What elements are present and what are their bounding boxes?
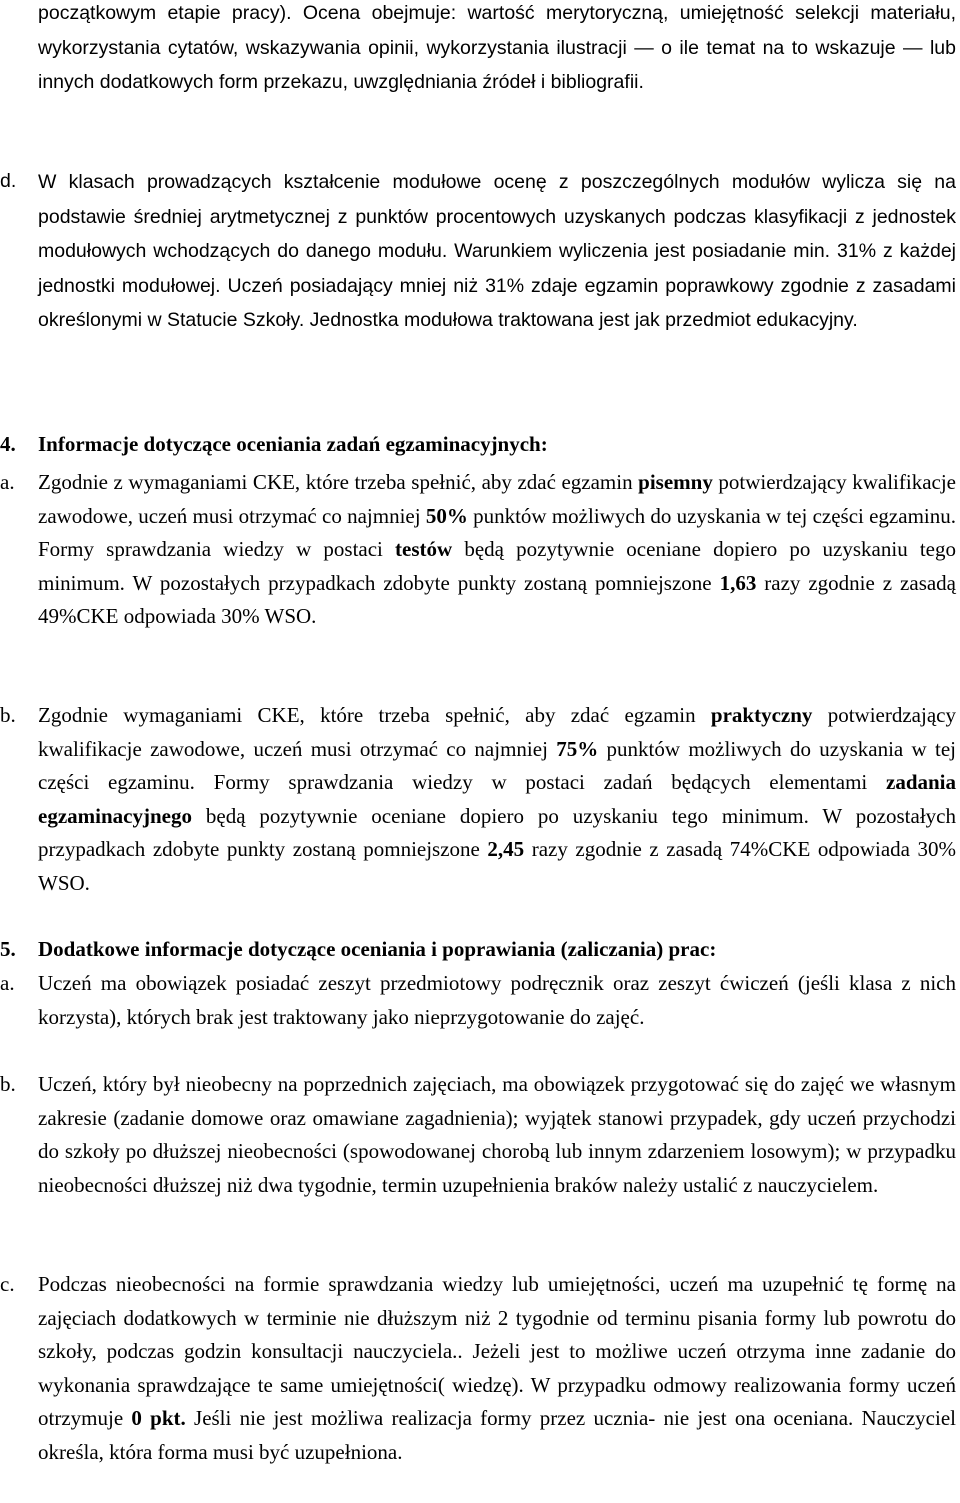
text: potwierdzający kwalifikacje zawodowe, uczeń musi otrzymać co najmniej <box>38 470 956 528</box>
bold-text: zadania egzaminacyjnego <box>38 770 957 828</box>
section-5-item-b <box>0 1068 956 1202</box>
section-5-number: 5. <box>0 937 16 961</box>
item-d <box>0 165 956 338</box>
section-4-heading <box>0 428 956 462</box>
bold-text: 0 pkt. <box>131 1406 186 1431</box>
section-5-a-label: a. <box>0 971 15 995</box>
text: Uczeń, który był nieobecny na poprzednich zajęciach, ma obowiązek przygotować się do zajęć we własnym zakresie (zadanie domowe oraz omawiane zagadnienia); wyjątek stanowi przypadek, gdy uczeń przychodzi do szkoły po dłuższej nieobecności (spowodowanej chorobą lub innym zdarzeniem losowym); w przypadku nieobecności dłuższej niż dwa tygodnie, termin uzupełnienia braków należy ustalić z nauczycielem. <box>38 1072 956 1197</box>
intro-paragraph <box>38 0 956 100</box>
section-5-title: Dodatkowe informacje dotyczące oceniania i poprawiania (zaliczania) prac: <box>38 937 717 961</box>
bold-text: praktyczny <box>710 703 813 727</box>
intro-body: Ocena obejmuje: wartość merytoryczną, umiejętność selekcji materiału, wykorzystania cytatów, wskazywania opinii, wykorzystania ilustracji <box>38 2 956 59</box>
text: Formy sprawdzania wiedzy w postaci zadań będących elementami <box>213 770 886 795</box>
bold-text: 50% <box>425 503 468 528</box>
bold-text: 75% <box>556 736 599 761</box>
text: punktów możliwych do uzyskania w tej części egzaminu. <box>467 503 956 528</box>
text: potwierdzający kwalifikacje zawodowe, uczeń musi otrzymać co najmniej <box>38 703 956 761</box>
text: Zgodnie z wymaganiami CKE, które trzeba spełnić, aby zdać egzamin <box>38 470 639 494</box>
item-d-label: d. <box>0 170 17 192</box>
section-5-c-label: c. <box>0 1272 15 1296</box>
section-4-item-b <box>0 699 957 901</box>
intro-lead: początkowym etapie pracy). <box>38 2 303 24</box>
bold-text: pisemny <box>638 470 713 494</box>
text: razy zgodnie z zasadą 49%CKE odpowiada 30% WSO. <box>38 570 957 629</box>
section-4-item-a <box>0 466 957 634</box>
text: Uczeń ma obowiązek posiadać zeszyt przedmiotowy podręcznik oraz zeszyt ćwiczeń (jeśli klasa z nich korzysta), których brak jest traktowany jako nieprzygotowanie do zajęć. <box>38 971 956 1029</box>
item-d-text: W klasach prowadzących kształcenie modułowe ocenę z poszczególnych modułów wylicza się na podstawie średniej arytmetycznej z punktów procentowych uzyskanych podczas klasyfikacji z jednostek modułowych wchodzących do danego modułu. Warunkiem wyliczenia jest posiadanie min. 31% z każdej jednostki modułowej. Uczeń posiadający mniej niż 31% zdaje egzamin poprawkowy zgodnie z zasadami określonymi w Statucie Szkoły. Jednostka modułowa traktowana jest jak przedmiot edukacyjny. <box>38 171 956 332</box>
text: razy zgodnie z zasadą 74%CKE odpowiada 30% WSO. <box>38 837 956 895</box>
text: Zgodnie wymaganiami CKE, które trzeba spełnić, aby zdać egzamin <box>38 703 711 727</box>
intro-body-3: lub innych dodatkowych form przekazu, uwzględniania źródeł i bibliografii. <box>38 36 956 94</box>
section-5-heading <box>0 933 956 967</box>
section-4-title: Informacje dotyczące oceniania zadań egzaminacyjnych: <box>38 432 548 456</box>
text: będą pozytywnie oceniane dopiero po uzyskaniu tego minimum. W pozostałych przypadkach zdobyte punkty zostaną pomniejszone <box>38 537 957 595</box>
section-4-a-label: a. <box>0 470 15 494</box>
intro-body-2: o ile temat na to wskazuje <box>653 36 904 59</box>
bold-text: 2,45 <box>487 837 525 862</box>
text: punktów możliwych do uzyskania w tej części egzaminu. <box>38 736 957 795</box>
text: będą pozytywnie oceniane dopiero po uzyskaniu tego minimum. W pozostałych przypadkach zdobyte punkty zostaną pomniejszone <box>38 803 956 862</box>
text: Jeśli nie jest możliwa realizacja formy przez ucznia- nie jest ona oceniana. Nauczyciel określa, która forma musi być uzupełniona. <box>38 1406 956 1464</box>
section-5-item-c <box>0 1268 956 1470</box>
text: Formy sprawdzania wiedzy w postaci <box>38 537 396 562</box>
em-dash: — <box>903 36 923 59</box>
bold-text: testów <box>395 537 453 562</box>
section-4-number: 4. <box>0 432 16 456</box>
em-dash: — <box>634 36 654 59</box>
bold-text: 1,63 <box>719 570 757 595</box>
section-5-item-a <box>0 967 956 1034</box>
section-5-b-label: b. <box>0 1072 16 1096</box>
section-4-b-label: b. <box>0 703 16 727</box>
text: Podczas nieobecności na formie sprawdzania wiedzy lub umiejętności, uczeń ma uzupełnić tę formę na zajęciach dodatkowych w terminie nie dłuższym niż 2 tygodnie od terminu pisania formy lub powrotu do szkoły, podczas godzin konsultacji nauczyciela.. Jeżeli jest to możliwe uczeń otrzyma inne zadanie do wykonania sprawdzające te same umiejętności( wiedzę). W przypadku odmowy realizowania formy uczeń otrzymuje <box>38 1272 956 1431</box>
